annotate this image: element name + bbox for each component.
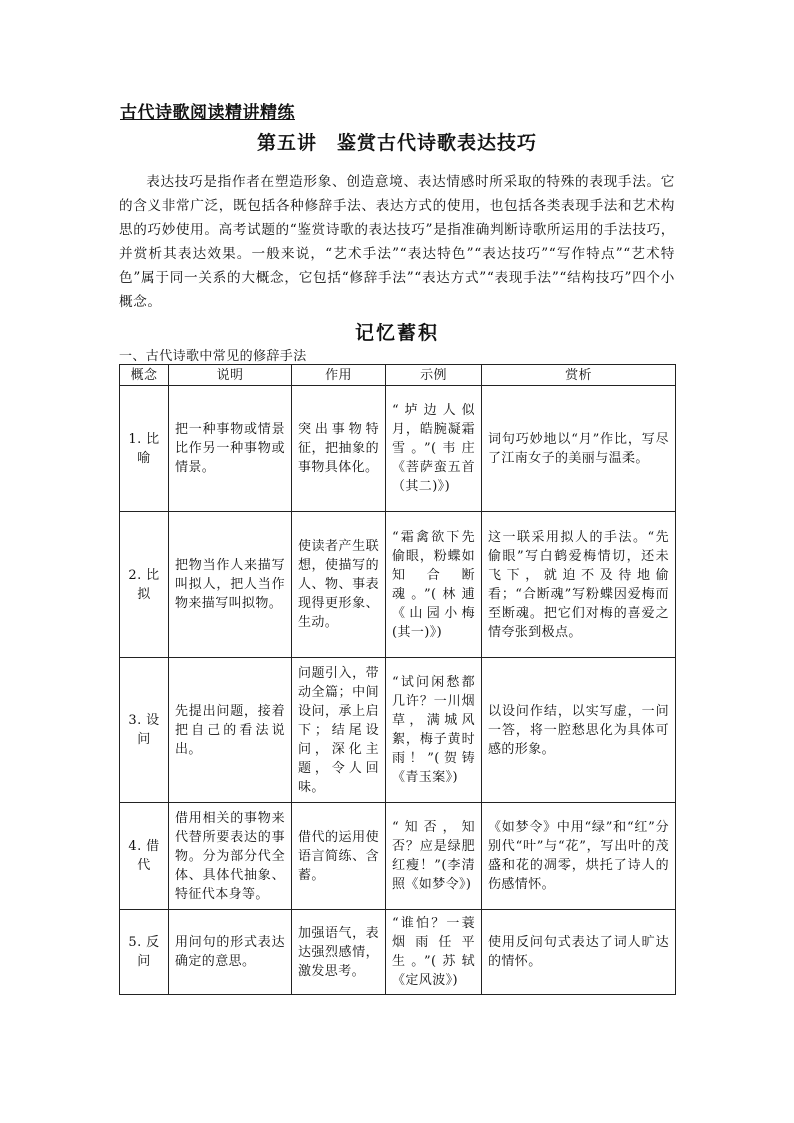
header-appreciation: 赏析 <box>482 365 676 386</box>
example-cell: “垆边人似月，皓腕凝霜雪。”(韦庄《菩萨蛮五首（其二)》) <box>386 386 482 512</box>
table-row <box>120 658 676 803</box>
appreciation-cell: 词句巧妙地以“月”作比，写尽了江南女子的美丽与温柔。 <box>482 386 676 512</box>
concept-cell: 1. 比喻 <box>120 386 169 512</box>
appreciation-cell: 以设问作结，以实写虚，一问一答，将一腔愁思化为具体可感的形象。 <box>482 658 676 803</box>
concept-cell: 2. 比拟 <box>120 512 169 658</box>
example-cell: “谁怕？一蓑烟雨任平生。”(苏轼《定风波》) <box>386 910 482 995</box>
concept-cell: 4. 借代 <box>120 803 169 910</box>
table-header-row <box>120 365 676 386</box>
concept-cell: 3. 设问 <box>120 658 169 803</box>
explanation-cell: 把一种事物或情景比作另一种事物或情景。 <box>169 386 292 512</box>
concept-cell: 5. 反问 <box>120 910 169 995</box>
table-row <box>120 803 676 910</box>
explanation-cell: 先提出问题，接着把自己的看法说出。 <box>169 658 292 803</box>
explanation-cell: 用问句的形式表达确定的意思。 <box>169 910 292 995</box>
header-example: 示例 <box>386 365 482 386</box>
table-row <box>120 386 676 512</box>
header-concept: 概念 <box>120 365 169 386</box>
appreciation-cell: 《如梦令》中用“绿”和“红”分别代“叶”与“花”，写出叶的茂盛和花的凋零，烘托了诗人的伤感情怀。 <box>482 803 676 910</box>
explanation-cell: 借用相关的事物来代替所要表达的事物。分为部分代全体、具体代抽象、特征代本身等。 <box>169 803 292 910</box>
appreciation-cell: 使用反问句式表达了词人旷达的情怀。 <box>482 910 676 995</box>
table-row <box>120 910 676 995</box>
example-cell: “试问闲愁都几许？一川烟草，满城风絮，梅子黄时雨！”(贺铸《青玉案》) <box>386 658 482 803</box>
header-explanation: 说明 <box>169 365 292 386</box>
example-cell: “知否，知否？应是绿肥红瘦！”(李清照《如梦令》) <box>386 803 482 910</box>
explanation-cell: 把物当作人来描写叫拟人，把人当作物来描写叫拟物。 <box>169 512 292 658</box>
header-function: 作用 <box>292 365 386 386</box>
document-title: 古代诗歌阅读精讲精练 <box>120 103 295 123</box>
function-cell: 问题引入，带动全篇；中间设问，承上启下；结尾设问，深化主题，令人回味。 <box>292 658 386 803</box>
function-cell: 使读者产生联想，使描写的人、物、事表现得更形象、生动。 <box>292 512 386 658</box>
function-cell: 借代的运用使语言简练、含蓄。 <box>292 803 386 910</box>
intro-paragraph: 表达技巧是指作者在塑造形象、创造意境、表达情感时所采取的特殊的表现手法。它的含义非常广泛，既包括各种修辞手法、表达方式的使用，也包括各类表现手法和艺术构思的巧妙使用。高考试题的“鉴赏诗歌的表达技巧”是指准确判断诗歌所运用的手法技巧，并赏析其表达效果。一般来说，“艺术手法”“表达特色”“表达技巧”“写作特点”“艺术特色”属于同一关系的大概念，它包括“修辞手法”“表达方式”“表现手法”“结构技巧”四个小概念。 <box>119 174 675 310</box>
function-cell: 加强语气，表达强烈感情，激发思考。 <box>292 910 386 995</box>
table-row <box>120 512 676 658</box>
function-cell: 突出事物特征，把抽象的事物具体化。 <box>292 386 386 512</box>
appreciation-cell: 这一联采用拟人的手法。“先偷眼”写白鹤爱梅情切，还未飞下，就迫不及待地偷看；“合断魂”写粉蝶因爱梅而至断魂。把它们对梅的喜爱之情夸张到极点。 <box>482 512 676 658</box>
rhetoric-table <box>119 364 676 995</box>
example-cell: “霜禽欲下先偷眼，粉蝶如知合断魂。”(林逋《山园小梅(其一)》) <box>386 512 482 658</box>
subsection-heading: 一、古代诗歌中常见的修辞手法 <box>119 349 307 364</box>
section-heading: 记忆蓄积 <box>354 322 439 344</box>
lecture-title: 第五讲 鉴赏古代诗歌表达技巧 <box>256 132 537 154</box>
